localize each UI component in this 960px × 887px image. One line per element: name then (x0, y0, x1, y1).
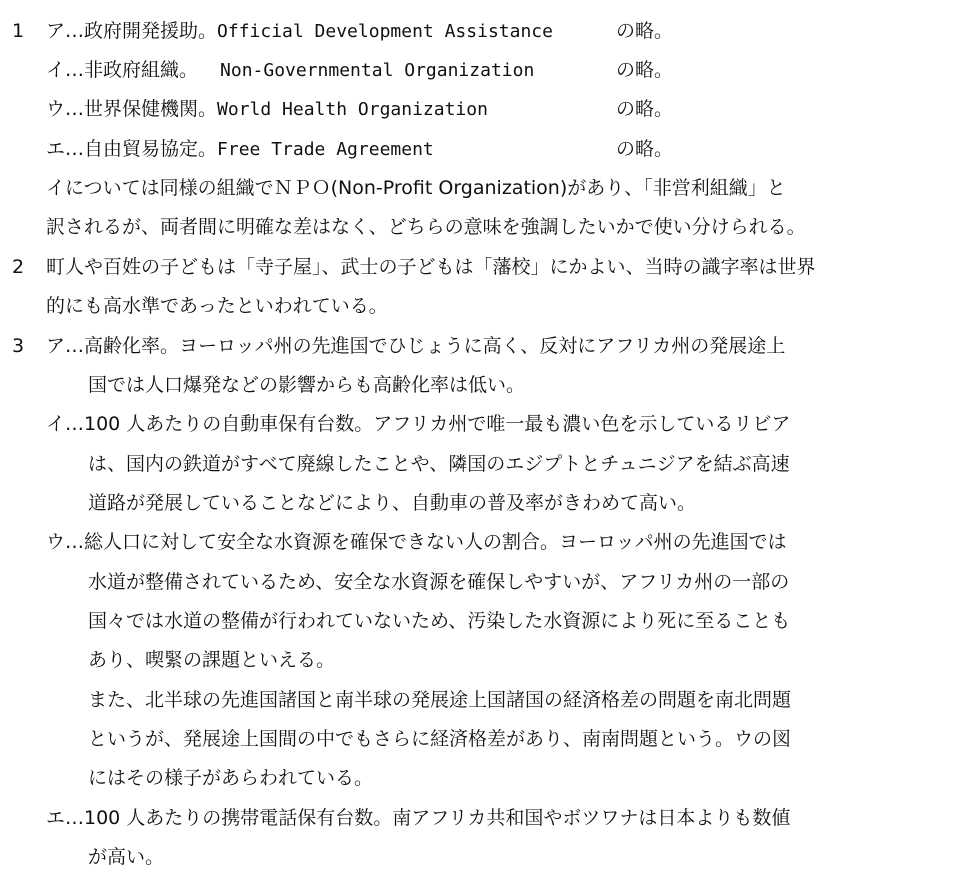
answer-u (46, 96, 488, 122)
answer-i (46, 57, 534, 83)
english-term: Free Trade Agreement (217, 139, 434, 160)
answer-i-line: 道路が発展していることなどにより、自動車の普及率がきわめて高い。 (88, 492, 697, 514)
abbreviation-suffix: の略。 (616, 59, 674, 81)
answer-u-line: 水道が整備されているため、安全な水資源を確保しやすいが、アフリカ州の一部の (88, 571, 790, 593)
english-term: Non-Governmental Organization (220, 60, 535, 81)
answer-u-line: というが、発展途上国間の中でもさらに経済格差があり、南南問題という。ウの図 (88, 728, 792, 750)
answer-text: イ…非政府組織。 (46, 59, 199, 81)
answer-e (46, 136, 434, 162)
answer-u-line: にはその様子があらわれている。 (88, 767, 374, 789)
answer-text: エ…自由貿易協定。 (46, 138, 218, 160)
english-term: Official Development Assistance (217, 21, 553, 42)
note-line: 訳されるが、両者間に明確な差はなく、どちらの意味を強調したいかで使い分けられる。 (46, 216, 806, 238)
answer-a-line: 国では人口爆発などの影響からも高齢化率は低い。 (88, 374, 526, 396)
answer-u-line: あり、喫緊の課題といえる。 (88, 649, 336, 671)
note-line: イについては同様の組織でＮＰＯ(Non-Profit Organization)があり、「非営利組織」と (46, 177, 786, 199)
answer-line: 町人や百姓の子どもは「寺子屋」、武士の子どもは「藩校」にかよい、当時の識字率は世界 (46, 256, 816, 278)
answer-line: 的にも高水準であったといわれている。 (46, 295, 388, 317)
answer-text: ア…政府開発援助。 (46, 20, 218, 42)
question-number: 1 (12, 20, 25, 42)
answer-u-line: 国々では水道の整備が行われていないため、汚染した水資源により死に至ることも (88, 610, 791, 632)
abbreviation-suffix: の略。 (616, 98, 674, 120)
answer-u-line: ウ…総人口に対して安全な水資源を確保できない人の割合。ヨーロッパ州の先進国では (46, 531, 787, 553)
abbreviation-suffix: の略。 (616, 20, 674, 42)
answer-i-line: は、国内の鉄道がすべて廃線したことや、隣国のエジプトとチュニジアを結ぶ高速 (88, 453, 790, 475)
answer-e-line: エ…100 人あたりの携帯電話保有台数。南アフリカ共和国やボツワナは日本よりも数値 (46, 807, 791, 829)
answer-u-line: また、北半球の先進国諸国と南半球の発展途上国諸国の経済格差の問題を南北問題 (88, 689, 792, 711)
answer-a (46, 18, 553, 44)
answer-text: ウ…世界保健機関。 (46, 98, 218, 120)
answer-e-line: が高い。 (88, 846, 165, 868)
answer-i-line: イ…100 人あたりの自動車保有台数。アフリカ州で唯一最も濃い色を示しているリビア (46, 413, 791, 435)
abbreviation-suffix: の略。 (616, 138, 674, 160)
question-number: 2 (12, 256, 25, 278)
question-number: 3 (12, 335, 25, 357)
english-term: World Health Organization (217, 99, 488, 120)
answer-a-line: ア…高齢化率。ヨーロッパ州の先進国でひじょうに高く、反対にアフリカ州の発展途上 (46, 335, 786, 357)
